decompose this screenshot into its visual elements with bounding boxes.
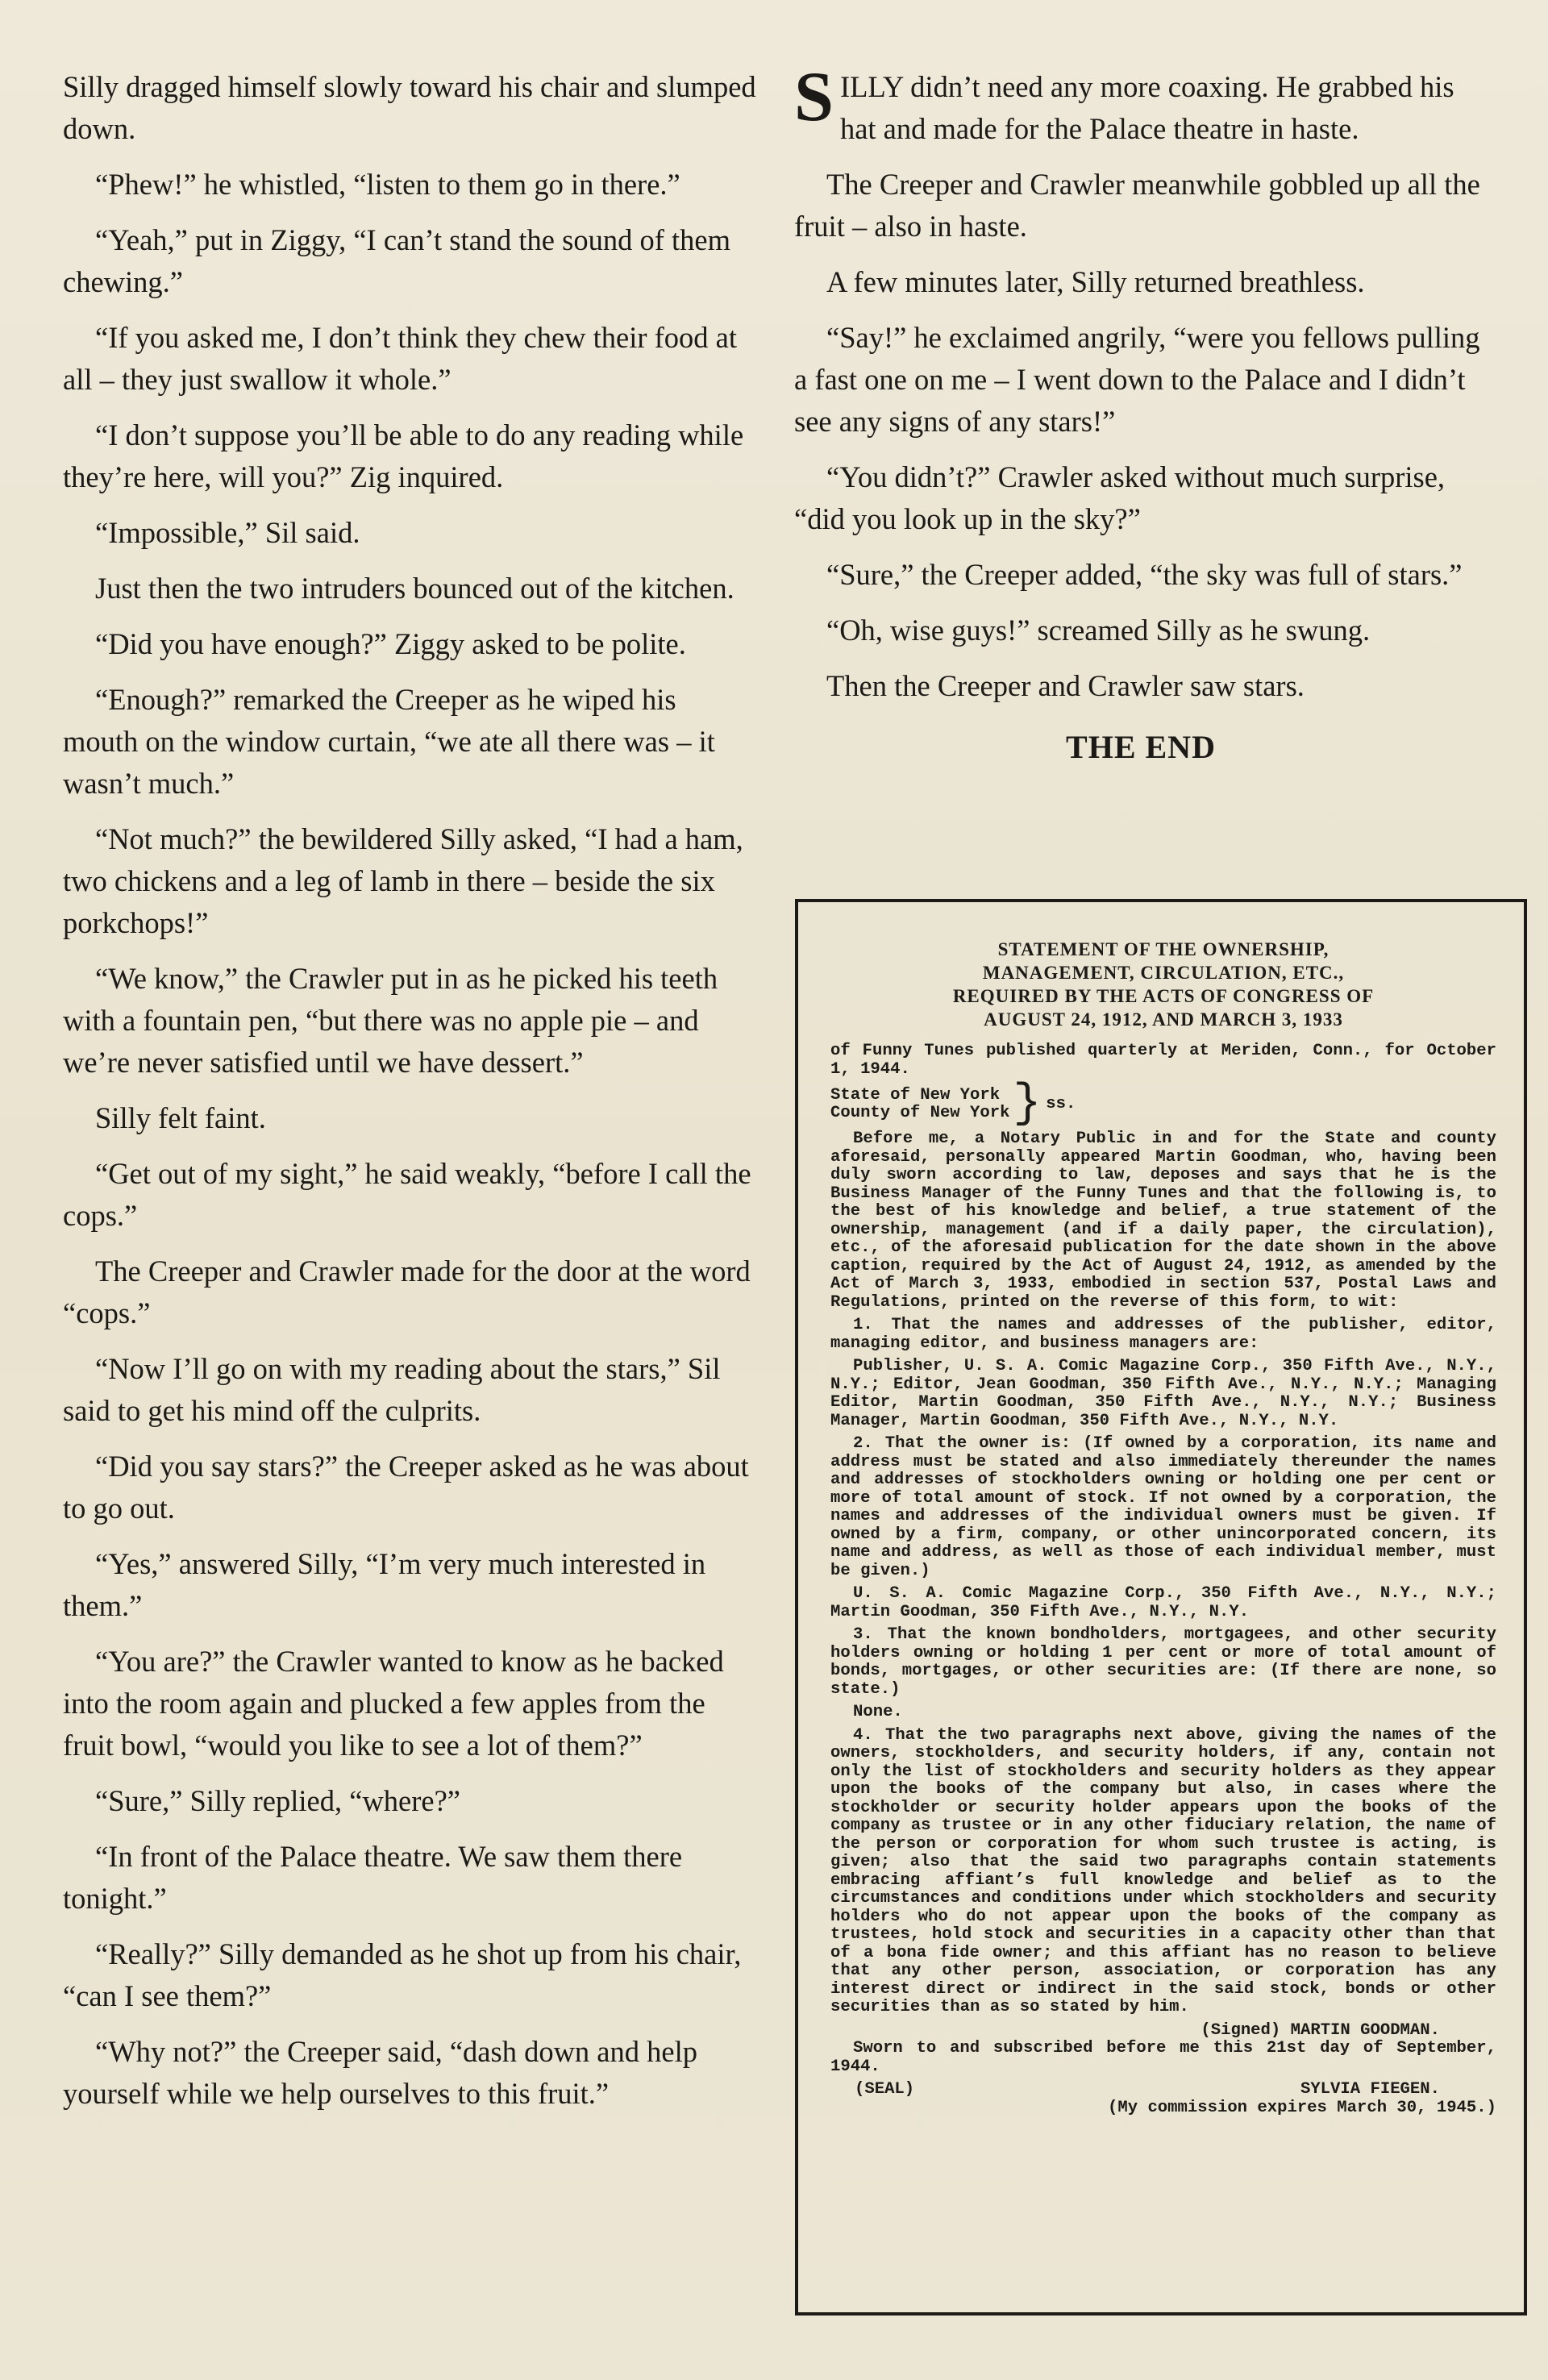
story-paragraph: “You are?” the Crawler wanted to know as he backed into the room again and plucked a few apples from the fruit bowl, “would you like to see a lot of them?” bbox=[63, 1645, 724, 1762]
statement-heading bbox=[830, 938, 1496, 1031]
story-paragraph: Then the Creeper and Crawler saw stars. bbox=[826, 669, 1305, 702]
story-paragraph: “I don’t suppose you’ll be able to do any reading while they’re here, will you?” Zig inquired. bbox=[63, 418, 744, 493]
statement-intro: of Funny Tunes published quarterly at Meriden, Conn., for October 1, 1944. bbox=[830, 1042, 1496, 1079]
statement-heading-line: STATEMENT OF THE OWNERSHIP, bbox=[997, 939, 1330, 959]
story-paragraph: “Now I’ll go on with my reading about the stars,” Sil said to get his mind off the culprits. bbox=[63, 1352, 721, 1427]
statement-paragraph: 3. That the known bondholders, mortgagees, and other security holders owning or holding 1 per cent or more of total amount of bonds, mortgages, or other securities are: (If there are none, so state.) bbox=[830, 1625, 1496, 1699]
venue-county: County of New York bbox=[830, 1104, 1010, 1122]
story-paragraph: “In front of the Palace theatre. We saw them there tonight.” bbox=[63, 1840, 683, 1915]
story-paragraph: Just then the two intruders bounced out of the kitchen. bbox=[95, 572, 734, 605]
story-paragraph: The Creeper and Crawler meanwhile gobbled up all the fruit – also in haste. bbox=[794, 168, 1480, 243]
story-paragraph: “Yes,” answered Silly, “I’m very much interested in them.” bbox=[63, 1547, 706, 1622]
story-paragraph: “Sure,” Silly replied, “where?” bbox=[95, 1784, 461, 1817]
venue-brace: } bbox=[1013, 1078, 1042, 1130]
story-paragraph: “You didn’t?” Crawler asked without much surprise, “did you look up in the sky?” bbox=[794, 460, 1446, 535]
seal-label: (SEAL) bbox=[855, 2080, 915, 2099]
statement-paragraph: None. bbox=[853, 1703, 903, 1721]
story-paragraph: “Impossible,” Sil said. bbox=[95, 516, 360, 549]
statement-paragraph: Publisher, U. S. A. Comic Magazine Corp., 350 Fifth Ave., N.Y., N.Y.; Editor, Jean Goodman, 350 Fifth Ave., N.Y., N.Y.; Managing Editor, Martin Goodman, 350 Fifth Ave., N.Y., N.Y.; Business Manager, Martin Goodman, 350 Fifth Ave., N.Y., N.Y. bbox=[830, 1357, 1496, 1430]
statement-venue bbox=[830, 1078, 1496, 1130]
story-paragraph: “Really?” Silly demanded as he shot up from his chair, “can I see them?” bbox=[63, 1937, 742, 2012]
sworn-line: Sworn to and subscribed before me this 21st day of September, 1944. bbox=[830, 2039, 1496, 2076]
story-paragraph: “Say!” he exclaimed angrily, “were you fellows pulling a fast one on me – I went down to the Palace and I didn’t see any signs of any stars!” bbox=[794, 321, 1480, 438]
signed-line: (Signed) MARTIN GOODMAN. bbox=[1201, 2020, 1440, 2040]
drop-cap: S bbox=[794, 58, 834, 136]
story-right-column bbox=[794, 58, 1488, 782]
story-paragraph: Silly felt faint. bbox=[95, 1101, 266, 1134]
notary-name: SYLVIA FIEGEN. bbox=[1300, 2080, 1440, 2099]
statement-paragraph: 4. That the two paragraphs next above, giving the names of the owners, stockholders, and security holders, if any, contain not only the list of stockholders and security holders as they appear upon the books of the company but also, in cases where the stockholder or security holder appears upon the books of the company as trustee or in any other fiduciary relation, the name of the person or corporation for whom such trustee is acting, is given; also that the said two paragraphs contain statements embracing affiant’s full knowledge and belief as to the circumstances and conditions under which stockholders and security holders who do not appear upon the books of the company as trustees, hold stock and securities in a capacity other than that of a bona fide owner; and this affiant has no reason to believe that any other person, association, or corporation has any interest direct or indirect in the said stock, bonds or other securities than as so stated by him. bbox=[830, 1725, 1496, 2016]
statement-paragraph: 1. That the names and addresses of the publisher, editor, managing editor, and business managers are: bbox=[830, 1316, 1496, 1353]
story-paragraph: “If you asked me, I don’t think they chew their food at all – they just swallow it whole.” bbox=[63, 321, 738, 396]
story-paragraph: “Sure,” the Creeper added, “the sky was full of stars.” bbox=[826, 558, 1463, 591]
statement-heading-line: MANAGEMENT, CIRCULATION, ETC., bbox=[982, 963, 1345, 983]
statement-heading-line: AUGUST 24, 1912, AND MARCH 3, 1933 bbox=[984, 1009, 1343, 1030]
the-end-heading: THE END bbox=[1066, 729, 1216, 765]
story-left-column bbox=[63, 66, 756, 2128]
commission-expiry: (My commission expires March 30, 1945.) bbox=[1108, 2098, 1496, 2117]
story-paragraph: “Why not?” the Creeper said, “dash down and help yourself while we help ourselves to this fruit.” bbox=[63, 2035, 697, 2110]
story-paragraph: “Not much?” the bewildered Silly asked, “I had a ham, two chickens and a leg of lamb in there – beside the six porkchops!” bbox=[63, 822, 743, 939]
seal-row bbox=[830, 2081, 1496, 2099]
story-paragraph: “Phew!” he whistled, “listen to them go in there.” bbox=[95, 168, 680, 201]
statement-paragraph: U. S. A. Comic Magazine Corp., 350 Fifth Ave., N.Y., N.Y.; Martin Goodman, 350 Fifth Ave., N.Y., N.Y. bbox=[830, 1584, 1496, 1621]
story-paragraph: “Oh, wise guys!” screamed Silly as he swung. bbox=[826, 614, 1371, 647]
ownership-statement-box bbox=[795, 899, 1527, 2316]
story-paragraph: “We know,” the Crawler put in as he picked his teeth with a fountain pen, “but there was no apple pie – and we’re never satisfied until we have dessert.” bbox=[63, 962, 718, 1079]
story-paragraph: “Did you say stars?” the Creeper asked as he was about to go out. bbox=[63, 1450, 749, 1525]
venue-ss: ss. bbox=[1046, 1094, 1076, 1113]
story-paragraph: “Enough?” remarked the Creeper as he wiped his mouth on the window curtain, “we ate all there was – it wasn’t much.” bbox=[63, 683, 715, 800]
venue-state: State of New York bbox=[830, 1085, 1001, 1105]
story-paragraph: The Creeper and Crawler made for the door at the word “cops.” bbox=[63, 1254, 751, 1329]
statement-heading-line: REQUIRED BY THE ACTS OF CONGRESS OF bbox=[952, 986, 1375, 1006]
story-paragraph: “Yeah,” put in Ziggy, “I can’t stand the sound of them chewing.” bbox=[63, 223, 730, 298]
statement-paragraph: Before me, a Notary Public in and for the State and county aforesaid, personally appeared Martin Goodman, who, having been duly sworn according to law, deposes and says that he is the Business Manager of the Funny Tunes and that the following is, to the best of his knowledge and belief, a true statement of the ownership, management (and if a daily paper, the circulation), etc., of the aforesaid publication for the date shown in the above caption, required by the Act of August 24, 1912, as amended by the Act of March 3, 1933, embodied in section 537, Postal Laws and Regulations, printed on the reverse of this form, to wit: bbox=[830, 1130, 1496, 1312]
story-paragraph: A few minutes later, Silly returned breathless. bbox=[826, 265, 1365, 298]
story-paragraph: “Get out of my sight,” he said weakly, “before I call the cops.” bbox=[63, 1157, 751, 1232]
statement-paragraph: 2. That the owner is: (If owned by a corporation, its name and address must be stated and also immediately thereunder the names and addresses of stockholders owning or holding one per cent or more of total amount of stock. If not owned by a corporation, the names and addresses of the individual owners must be given. If owned by a firm, company, or other unincorporated concern, its name and address, as well as those of each individual member, must be given.) bbox=[830, 1434, 1496, 1580]
story-opening-paragraph bbox=[794, 58, 1488, 150]
opening-text: ILLY didn’t need any more coaxing. He grabbed his hat and made for the Palace theatre in haste. bbox=[839, 70, 1454, 145]
story-paragraph: Silly dragged himself slowly toward his chair and slumped down. bbox=[63, 70, 756, 145]
story-paragraph: “Did you have enough?” Ziggy asked to be polite. bbox=[95, 627, 686, 660]
